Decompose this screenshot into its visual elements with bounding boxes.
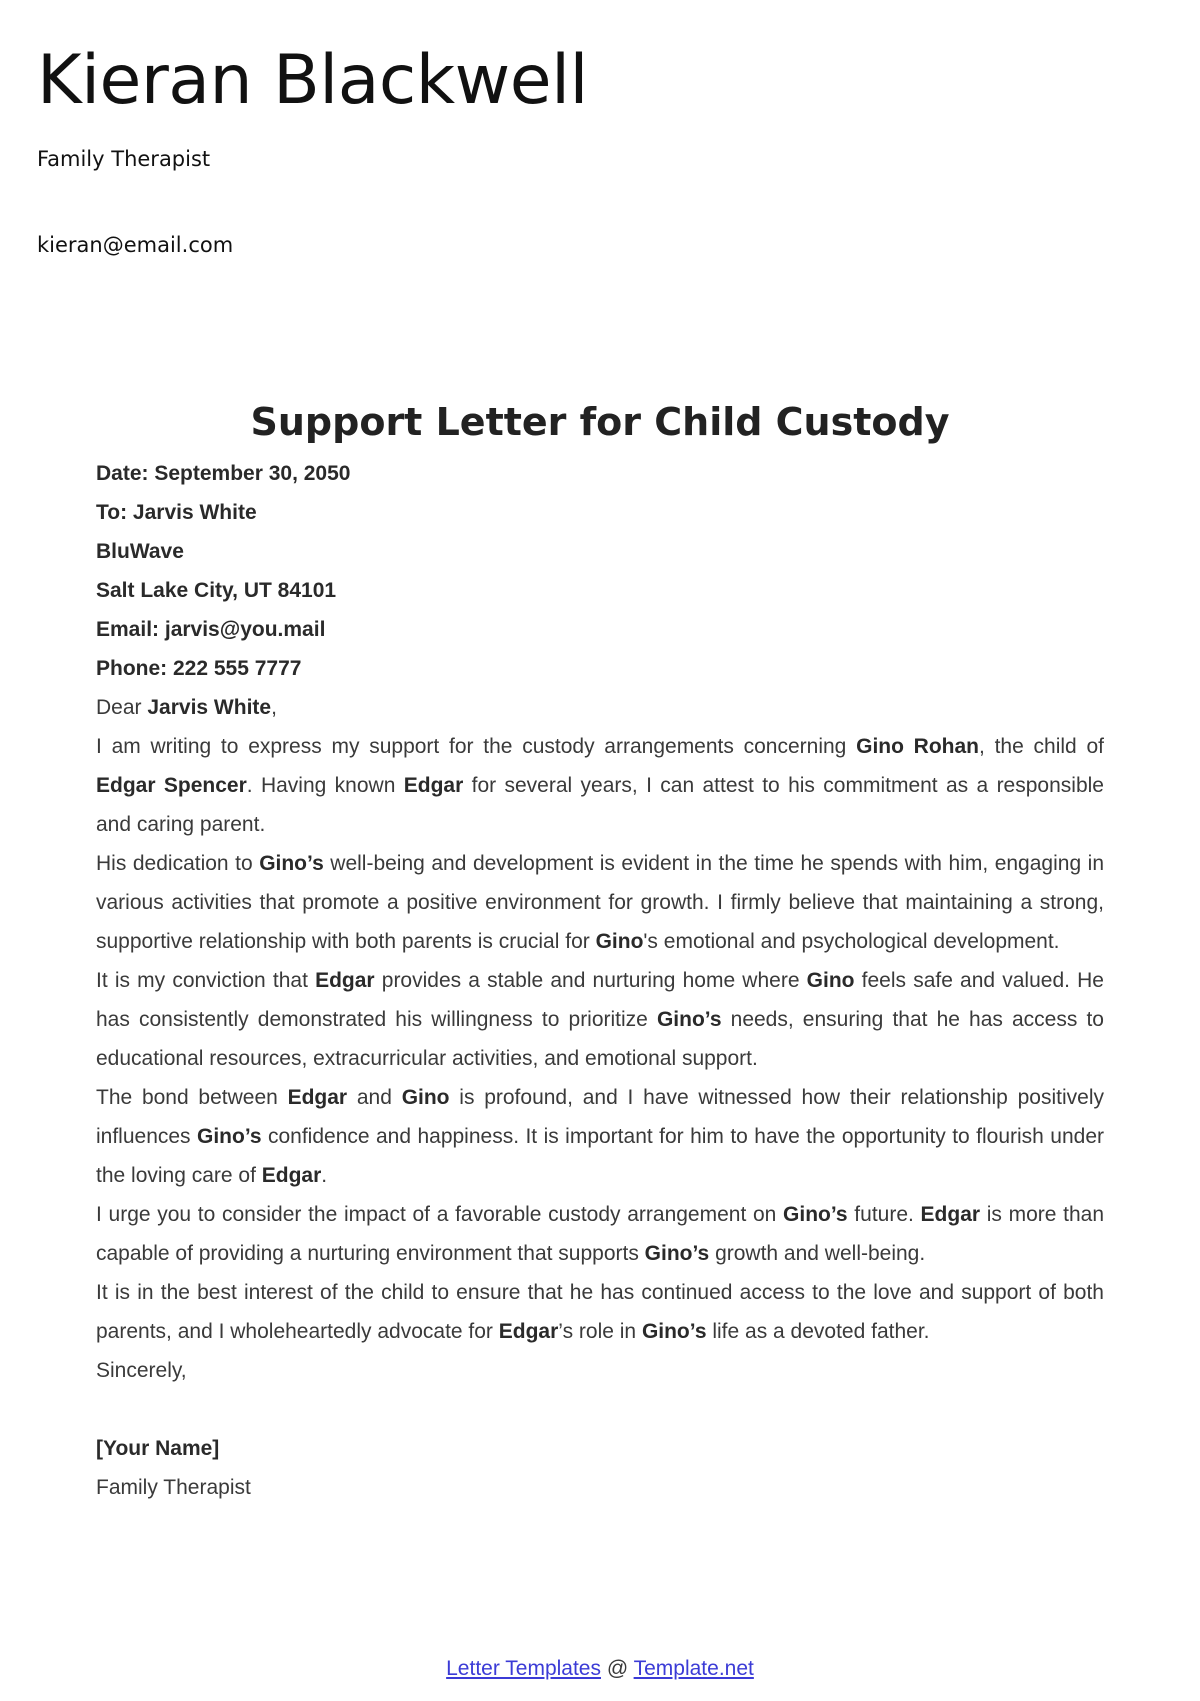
bold-text: Edgar (498, 1320, 559, 1343)
bold-text: Gino’s (783, 1203, 848, 1226)
salutation (96, 688, 1104, 727)
sender-email: kieran@email.com (37, 233, 234, 257)
text-run: for several years, I can attest to his commitment as a responsible and caring parent. (96, 774, 1104, 836)
date-line: Date: September 30, 2050 (96, 462, 351, 485)
text-run: provides a stable and nurturing home where (374, 969, 807, 992)
closing: Sincerely, (96, 1359, 187, 1382)
recipient-company: BluWave (96, 540, 184, 563)
bold-text: Gino’s (641, 1320, 707, 1343)
text-run: . Having known (246, 774, 404, 797)
bold-text: Edgar (287, 1086, 348, 1109)
signature-role: Family Therapist (96, 1476, 251, 1499)
bold-text: Gino’s (197, 1125, 262, 1148)
sender-role: Family Therapist (37, 147, 211, 171)
bold-text: Gino Rohan (856, 735, 980, 758)
text-run: is more than capable of providing a nurturing environment that supports (96, 1203, 1105, 1265)
bold-text: Gino’s (259, 852, 324, 875)
text-run: and (347, 1086, 402, 1109)
body-paragraph (96, 961, 1104, 1078)
text-run: ’s role in (558, 1320, 642, 1343)
template-net-link[interactable]: Template.net (633, 1657, 754, 1680)
letter-body (96, 392, 1104, 1507)
footer-separator: @ (601, 1657, 634, 1680)
letter-templates-link[interactable]: Letter Templates (446, 1657, 601, 1680)
bold-text: Gino’s (656, 1008, 722, 1031)
sender-name: Kieran Blackwell (37, 41, 588, 120)
salutation-suffix: , (271, 696, 277, 719)
body-paragraph (96, 844, 1104, 961)
text-run: future. (847, 1203, 921, 1226)
bold-text: Edgar (261, 1164, 322, 1187)
body-paragraph (96, 1078, 1104, 1195)
body-paragraph (96, 1273, 1104, 1351)
footer (0, 1654, 1200, 1684)
text-run: It is my conviction that (96, 969, 316, 992)
bold-text: Edgar (920, 1203, 981, 1226)
letter-title: Support Letter for Child Custody (250, 400, 950, 444)
text-run: feels safe and valued. He has consistently demonstrated his willingness to prioritize (96, 969, 1104, 1031)
text-run: The bond between (96, 1086, 288, 1109)
bold-text: Gino (806, 969, 855, 992)
bold-text: Gino (595, 930, 644, 953)
text-run: is profound, and I have witnessed how their relationship positively influences (96, 1086, 1104, 1148)
salutation-name: Jarvis White (147, 696, 272, 719)
text-run: well-being and development is evident in the time he spends with him, engaging in various activities that promote a positive environment for growth. I firmly believe that maintaining a strong, supportive relationship with both parents is crucial for (96, 852, 1104, 953)
letter-paragraphs (96, 727, 1104, 1351)
text-run: 's emotional and psychological development. (643, 930, 1060, 953)
bold-text: Gino’s (644, 1242, 710, 1265)
text-run: life as a devoted father. (706, 1320, 930, 1343)
salutation-prefix: Dear (96, 696, 148, 719)
text-run: , the child of (979, 735, 1104, 758)
body-paragraph (96, 727, 1104, 844)
body-paragraph (96, 1195, 1104, 1273)
text-run: . (321, 1164, 328, 1187)
bold-text: Edgar (403, 774, 464, 797)
bold-text: Edgar Spencer (96, 774, 247, 797)
text-run: It is in the best interest of the child to ensure that he has continued access to the love and support of both parents, and I wholeheartedly advocate for (96, 1281, 1104, 1343)
signature-spacer (96, 1390, 1104, 1429)
recipient-address: Salt Lake City, UT 84101 (96, 579, 337, 602)
text-run: growth and well-being. (709, 1242, 926, 1265)
letterhead (37, 40, 1157, 260)
recipient-email: Email: jarvis@you.mail (96, 618, 326, 641)
recipient-phone: Phone: 222 555 7777 (96, 657, 302, 680)
signature-name: [Your Name] (96, 1437, 220, 1460)
recipient-to: To: Jarvis White (96, 501, 257, 524)
text-run: I am writing to express my support for the custody arrangements concerning (96, 735, 857, 758)
text-run: needs, ensuring that he has access to educational resources, extracurricular activities, and emotional support. (96, 1008, 1104, 1070)
bold-text: Gino (401, 1086, 450, 1109)
text-run: His dedication to (96, 852, 260, 875)
bold-text: Edgar (315, 969, 375, 992)
text-run: confidence and happiness. It is important for him to have the opportunity to flourish under the loving care of (96, 1125, 1104, 1187)
text-run: I urge you to consider the impact of a favorable custody arrangement on (96, 1203, 784, 1226)
